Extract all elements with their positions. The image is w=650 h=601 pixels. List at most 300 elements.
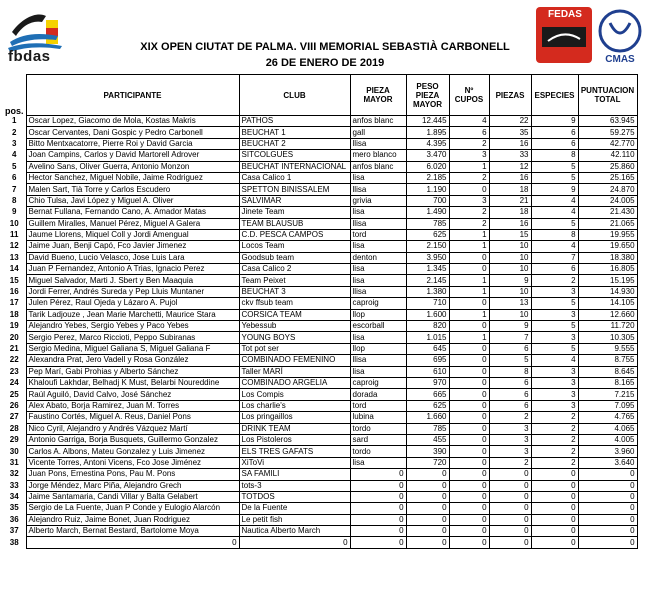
row-pieza-mayor: lisa [350,264,406,275]
row-especies: 0 [531,480,578,491]
row-cupos: 0 [449,514,489,525]
row-cupos: 0 [449,469,489,480]
cmas-logo-text: CMAS [605,54,635,65]
row-club: Casa Calico 1 [239,172,350,183]
row-cupos: 0 [449,526,489,537]
row-position: 35 [9,503,19,513]
table-row [3,252,637,263]
row-position: 22 [9,355,19,365]
row-participante: Tarik Ladjouze , Jean Marie Marchetti, Maurice Stara [26,309,239,320]
row-especies: 2 [531,412,578,423]
row-especies: 6 [531,264,578,275]
row-cupos: 0 [449,377,489,388]
row-especies: 5 [531,343,578,354]
table-row [3,275,637,286]
row-club: XiToVi [239,457,350,468]
row-peso: 645 [406,343,449,354]
fedas-logo-text: FEDAS [548,9,582,20]
col-pos: pos. [5,105,24,116]
row-peso: 0 [406,526,449,537]
row-pieza-mayor: dorada [350,389,406,400]
row-peso: 665 [406,389,449,400]
row-pieza-mayor: tordo [350,423,406,434]
row-puntuacion: 15.195 [578,275,637,286]
row-pieza-mayor: 0 [350,514,406,525]
row-piezas: 8 [489,366,531,377]
row-club: PATHOS [239,116,350,127]
row-puntuacion: 0 [578,526,637,537]
row-position: 14 [9,264,19,274]
row-pieza-mayor: escorball [350,321,406,332]
row-piezas: 0 [489,480,531,491]
row-puntuacion: 3.640 [578,457,637,468]
row-puntuacion: 14.105 [578,298,637,309]
row-cupos: 2 [449,218,489,229]
row-especies: 5 [531,218,578,229]
row-especies: 0 [531,537,578,548]
row-pieza-mayor: caproig [350,298,406,309]
table-row [3,434,637,445]
page-title: XIX OPEN CIUTAT DE PALMA. VIII MEMORIAL SEBASTIÀ CARBONELL [140,41,510,53]
row-puntuacion: 14.930 [578,286,637,297]
row-piezas: 13 [489,298,531,309]
row-participante: Jordi Ferrer, Andrés Sureda y Pep Lluis Muntaner [26,286,239,297]
table-row [3,264,637,275]
row-puntuacion: 0 [578,537,637,548]
row-piezas: 16 [489,138,531,149]
row-cupos: 0 [449,480,489,491]
row-club: Le petit fish [239,514,350,525]
row-especies: 3 [531,286,578,297]
row-participante: Miguel Salvador, Marti J. Sbert y Ben Maaquia [26,275,239,286]
row-especies: 0 [531,503,578,514]
row-puntuacion: 24.870 [578,184,637,195]
row-peso: 785 [406,218,449,229]
col-participante: PARTICIPANTE [26,75,239,116]
row-especies: 4 [531,195,578,206]
row-pieza-mayor: sard [350,434,406,445]
row-participante: Jaime Juan, Benji Capó, Fco Javier Jimenez [26,241,239,252]
row-puntuacion: 63.945 [578,116,637,127]
row-puntuacion: 4.005 [578,434,637,445]
row-puntuacion: 7.095 [578,400,637,411]
row-participante: Antonio Garriga, Borja Busquets, Guillermo Gonzalez [26,434,239,445]
row-position: 25 [9,389,19,399]
row-pieza-mayor: lisa [350,457,406,468]
row-participante: Guillem Miralles, Manuel Pérez, Miguel A Galera [26,218,239,229]
row-especies: 8 [531,150,578,161]
table-row [3,377,637,388]
row-cupos: 0 [449,366,489,377]
table-row [3,161,637,172]
row-pieza-mayor: lubina [350,412,406,423]
row-position: 37 [9,526,19,536]
row-peso: 695 [406,355,449,366]
row-club: De la Fuente [239,503,350,514]
table-row [3,138,637,149]
row-pieza-mayor: llop [350,309,406,320]
row-peso: 2.145 [406,275,449,286]
row-club: CORSICA TEAM [239,309,350,320]
row-pieza-mayor: lisa [350,366,406,377]
row-position: 31 [9,457,19,467]
row-piezas: 16 [489,172,531,183]
row-position: 23 [9,366,19,376]
row-puntuacion: 59.275 [578,127,637,138]
col-especies: ESPECIES [531,75,578,116]
row-piezas: 6 [489,343,531,354]
row-piezas: 35 [489,127,531,138]
row-pieza-mayor: tord [350,229,406,240]
row-pieza-mayor: llisa [350,138,406,149]
table-row [3,116,637,127]
row-especies: 2 [531,457,578,468]
row-puntuacion: 42.110 [578,150,637,161]
row-especies: 9 [531,184,578,195]
row-club: TOTDOS [239,491,350,502]
row-participante: Pep Marí, Gabi Prohias y Alberto Sánchez [26,366,239,377]
table-row [3,218,637,229]
row-club: Los pringaillos [239,412,350,423]
row-especies: 2 [531,434,578,445]
row-club: tots-3 [239,480,350,491]
row-club: C.D. PESCA CAMPOS [239,229,350,240]
row-position: 5 [12,161,17,171]
row-club: 0 [239,537,350,548]
row-piezas: 3 [489,446,531,457]
row-puntuacion: 12.660 [578,309,637,320]
row-cupos: 0 [449,434,489,445]
row-puntuacion: 4.065 [578,423,637,434]
row-puntuacion: 0 [578,514,637,525]
row-piezas: 9 [489,321,531,332]
row-especies: 3 [531,309,578,320]
row-pieza-mayor: lisa [350,172,406,183]
row-peso: 0 [406,503,449,514]
row-especies: 2 [531,446,578,457]
table-row [3,321,637,332]
table-row [3,195,637,206]
row-club: BEUCHAT 1 [239,127,350,138]
row-piezas: 0 [489,526,531,537]
row-cupos: 0 [449,184,489,195]
row-participante: 0 [26,537,239,548]
row-position: 21 [9,344,19,353]
row-piezas: 6 [489,400,531,411]
col-pieza-mayor: PIEZA MAYOR [350,75,406,116]
row-pieza-mayor: tord [350,400,406,411]
row-piezas: 0 [489,514,531,525]
row-cupos: 0 [449,537,489,548]
row-peso: 0 [406,514,449,525]
row-participante: Raúl Aguiló, David Calvo, José Sánchez [26,389,239,400]
row-cupos: 0 [449,423,489,434]
row-pieza-mayor: 0 [350,469,406,480]
row-cupos: 1 [449,286,489,297]
row-especies: 9 [531,116,578,127]
row-position: 36 [9,514,19,524]
row-piezas: 33 [489,150,531,161]
row-peso: 0 [406,537,449,548]
row-peso: 970 [406,377,449,388]
row-puntuacion: 42.770 [578,138,637,149]
row-club: BEUCHAT 2 [239,138,350,149]
row-pieza-mayor: 0 [350,526,406,537]
row-peso: 720 [406,457,449,468]
row-especies: 3 [531,332,578,343]
row-especies: 0 [531,469,578,480]
row-cupos: 1 [449,229,489,240]
row-club: Tot pot ser [239,343,350,354]
row-pieza-mayor: gall [350,127,406,138]
row-cupos: 2 [449,207,489,218]
table-row [3,309,637,320]
row-club: BEUCHAT INTERNACIONAL [239,161,350,172]
row-piezas: 12 [489,161,531,172]
table-row [3,503,637,514]
row-participante: Juan P Fernandez, Antonio A Trias, Ignacio Perez [26,264,239,275]
table-row [3,457,637,468]
row-piezas: 0 [489,469,531,480]
row-participante: Alberto March, Bernat Bestard, Bartolome Moya [26,526,239,537]
row-participante: Juan Pons, Ernestina Pons, Pau M. Pons [26,469,239,480]
row-puntuacion: 0 [578,491,637,502]
table-row [3,343,637,354]
row-peso: 1.490 [406,207,449,218]
row-especies: 4 [531,207,578,218]
table-row [3,207,637,218]
row-piezas: 6 [489,377,531,388]
row-peso: 0 [406,491,449,502]
row-position: 18 [9,309,19,319]
row-pieza-mayor: lisa [350,207,406,218]
row-participante: Malen Sart, Tià Torre y Carlos Escudero [26,184,239,195]
row-especies: 5 [531,161,578,172]
row-especies: 0 [531,514,578,525]
row-club: YOUNG BOYS [239,332,350,343]
table-row [3,298,637,309]
row-cupos: 0 [449,298,489,309]
row-cupos: 0 [449,412,489,423]
row-piezas: 18 [489,207,531,218]
row-cupos: 1 [449,161,489,172]
row-position: 4 [12,150,17,160]
row-position: 24 [9,378,19,388]
row-pieza-mayor: lisa [350,332,406,343]
table-row [3,389,637,400]
row-club: DRINK TEAM [239,423,350,434]
row-position: 33 [9,480,19,490]
row-club: Los Compis [239,389,350,400]
row-piezas: 0 [489,537,531,548]
row-especies: 0 [531,491,578,502]
row-especies: 2 [531,423,578,434]
row-peso: 1.380 [406,286,449,297]
row-piezas: 0 [489,491,531,502]
row-club: COMBINADO ARGELIA [239,377,350,388]
row-pieza-mayor: denton [350,252,406,263]
row-cupos: 0 [449,264,489,275]
row-participante: Sergio de La Fuente, Juan P Conde y Eulogio Alarcón [26,503,239,514]
results-table [3,74,638,549]
row-peso: 2.150 [406,241,449,252]
row-peso: 12.445 [406,116,449,127]
row-pieza-mayor: llisa [350,355,406,366]
row-participante: Jorge Méndez, Marc Piña, Alejandro Grech [26,480,239,491]
row-especies: 5 [531,321,578,332]
row-puntuacion: 10.305 [578,332,637,343]
row-position: 6 [12,173,17,183]
row-cupos: 1 [449,241,489,252]
table-row [3,412,637,423]
row-peso: 1.895 [406,127,449,138]
row-position: 15 [9,275,19,285]
row-cupos: 2 [449,138,489,149]
table-row [3,526,637,537]
row-participante: Joan Campins, Carlos y David Martorell Adrover [26,150,239,161]
row-especies: 7 [531,252,578,263]
row-puntuacion: 25.165 [578,172,637,183]
row-puntuacion: 8.755 [578,355,637,366]
row-peso: 820 [406,321,449,332]
row-pieza-mayor: 0 [350,491,406,502]
row-participante: Alex Abato, Borja Ramirez, Juan M. Torres [26,400,239,411]
row-piezas: 3 [489,423,531,434]
row-position: 27 [9,412,19,422]
row-puntuacion: 21.430 [578,207,637,218]
row-peso: 6.020 [406,161,449,172]
row-peso: 4.395 [406,138,449,149]
row-club: Goodsub team [239,252,350,263]
row-cupos: 0 [449,389,489,400]
row-club: ckv ffsub team [239,298,350,309]
table-header-row [3,75,637,116]
table-row [3,537,637,548]
row-participante: Sergio Medina, Miguel Galiana S, Miguel Galiana F [26,343,239,354]
row-cupos: 0 [449,252,489,263]
table-row [3,229,637,240]
row-cupos: 0 [449,321,489,332]
row-position: 8 [12,195,17,205]
row-pieza-mayor: caproig [350,377,406,388]
row-position: 9 [12,207,17,217]
row-cupos: 0 [449,400,489,411]
row-club: TEAM BLAUSUB [239,218,350,229]
row-peso: 1.190 [406,184,449,195]
row-especies: 2 [531,275,578,286]
row-peso: 710 [406,298,449,309]
row-position: 11 [10,230,19,240]
row-especies: 4 [531,241,578,252]
row-pieza-mayor: 0 [350,537,406,548]
row-pieza-mayor: tordo [350,446,406,457]
row-piezas: 10 [489,252,531,263]
row-participante: Khaloufi Lakhdar, Belhadj K Must, Belarbi Noureddine [26,377,239,388]
row-cupos: 1 [449,275,489,286]
row-piezas: 0 [489,503,531,514]
row-position: 10 [9,218,19,228]
row-piezas: 10 [489,264,531,275]
row-especies: 6 [531,127,578,138]
table-row [3,491,637,502]
row-peso: 455 [406,434,449,445]
row-pieza-mayor: 0 [350,503,406,514]
row-peso: 625 [406,229,449,240]
row-participante: Alejandro Ruiz, Jaime Bonet, Juan Rodriguez [26,514,239,525]
col-peso-pieza-mayor: PESO PIEZA MAYOR [406,75,449,116]
row-piezas: 10 [489,241,531,252]
row-position: 32 [9,469,19,479]
table-row [3,172,637,183]
table-row [3,286,637,297]
page-date: 26 DE ENERO DE 2019 [265,57,385,69]
row-puntuacion: 0 [578,503,637,514]
row-piezas: 6 [489,389,531,400]
row-participante: Chio Tulsa, Javi López y Miguel A. Oliver [26,195,239,206]
row-cupos: 0 [449,355,489,366]
row-especies: 3 [531,377,578,388]
row-puntuacion: 8.645 [578,366,637,377]
row-peso: 3.950 [406,252,449,263]
row-pieza-mayor: llisa [350,286,406,297]
row-pieza-mayor: llisa [350,184,406,195]
row-puntuacion: 18.380 [578,252,637,263]
row-piezas: 7 [489,332,531,343]
row-cupos: 0 [449,503,489,514]
row-club: Los Pistoleros [239,434,350,445]
row-position: 13 [9,252,19,262]
row-puntuacion: 19.650 [578,241,637,252]
row-participante: Alejandro Yebes, Sergio Yebes y Paco Yebes [26,321,239,332]
table-row [3,446,637,457]
row-club: SITCOLGUES [239,150,350,161]
row-participante: Sergio Perez, Marco Riccioti, Peppo Subiranas [26,332,239,343]
row-puntuacion: 0 [578,480,637,491]
row-participante: Faustino Cortés, Miguel A. Reus, Daniel Pons [26,412,239,423]
row-piezas: 10 [489,286,531,297]
row-participante: Alexandra Prat, Jero Vadell y Rosa González [26,355,239,366]
row-pieza-mayor: anfos blanc [350,161,406,172]
row-piezas: 9 [489,275,531,286]
row-piezas: 3 [489,434,531,445]
row-peso: 785 [406,423,449,434]
row-club: Los charlie's [239,400,350,411]
row-club: Casa Calico 2 [239,264,350,275]
row-puntuacion: 21.065 [578,218,637,229]
row-position: 2 [12,127,17,137]
row-participante: Julen Pérez, Raul Ojeda y Lázaro A. Pujol [26,298,239,309]
table-row [3,480,637,491]
col-cupos: Nº CUPOS [449,75,489,116]
row-peso: 625 [406,400,449,411]
row-piezas: 2 [489,412,531,423]
row-club: Taller MARÍ [239,366,350,377]
row-participante: Hector Sanchez, Miguel Nobile, Jaime Rodriguez [26,172,239,183]
row-peso: 1.015 [406,332,449,343]
fbdas-logo-text: fbdas [8,48,51,65]
table-row [3,400,637,411]
row-club: SPETTON BINISSALEM [239,184,350,195]
row-position: 30 [9,446,19,456]
row-peso: 700 [406,195,449,206]
row-club: SA FAMILI [239,469,350,480]
row-especies: 4 [531,355,578,366]
row-participante: Oscar Lopez, Giacomo de Mola, Kostas Makris [26,116,239,127]
row-position: 38 [9,537,19,547]
row-participante: David Bueno, Lucio Velasco, Jose Luis Lara [26,252,239,263]
row-piezas: 15 [489,229,531,240]
row-cupos: 3 [449,150,489,161]
